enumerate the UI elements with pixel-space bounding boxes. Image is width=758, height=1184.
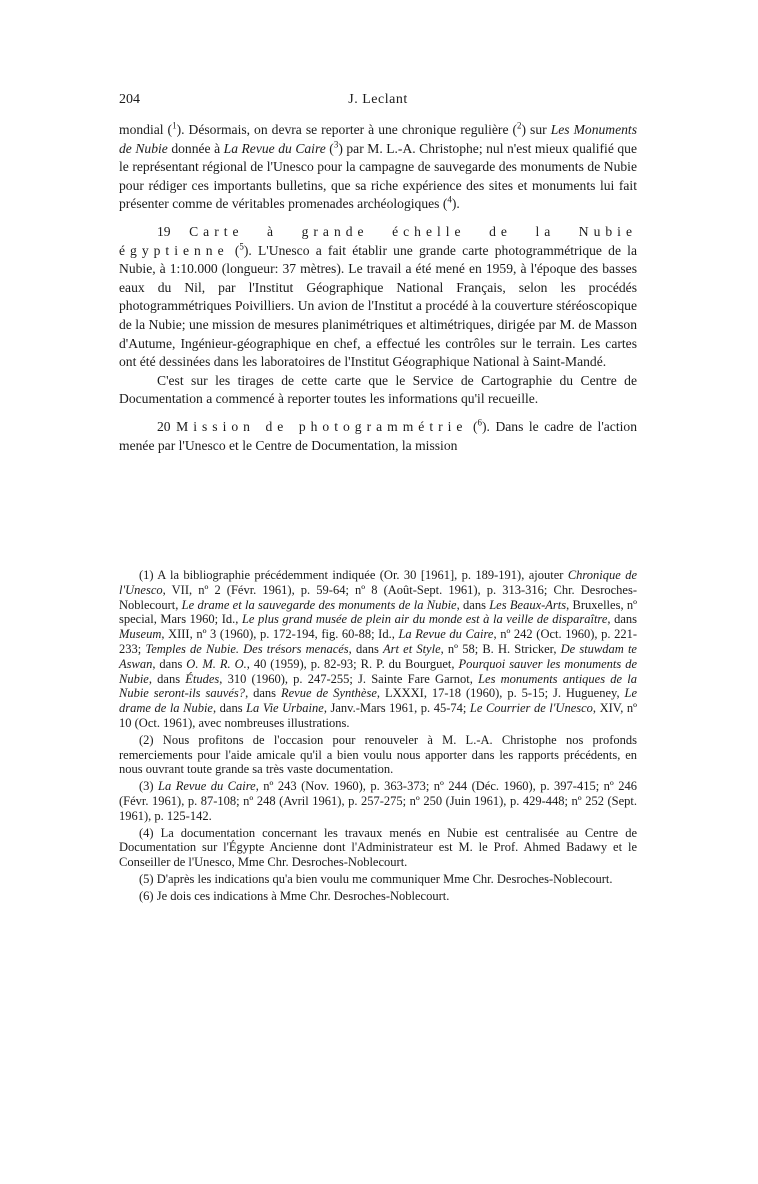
body-text bbox=[119, 121, 637, 455]
journal-title: Les Monuments de Nubie bbox=[119, 122, 638, 156]
footnote-3: (3) La Revue du Caire, nº 243 (Nov. 1960), p. 363-373; nº 244 (Déc. 1960), p. 397-415; nº 246 (Févr. 1961), p. 87-108; nº 248 (Avril 1961), p. 257-275; nº 250 (Juin 1961), p. 429-448; nº 252 (Sept. 1961), p. 125-142. bbox=[119, 779, 638, 823]
footnote-6: (6) Je dois ces indications à Mme Chr. Desroches-Noblecourt. bbox=[139, 888, 450, 903]
page-content bbox=[119, 92, 637, 455]
footnotes bbox=[119, 568, 637, 906]
section-heading-19: Carte à grande échelle de la Nubie égyptienne bbox=[119, 223, 637, 258]
running-head bbox=[119, 92, 637, 116]
page-number: 204 bbox=[119, 92, 140, 107]
journal-title: La Revue du Caire bbox=[223, 140, 326, 156]
paragraph-cartography: C'est sur les tirages de cette carte que le Service de Cartographie du Centre de Documentation a commencé à reporter toutes les informations qu'il recueille. bbox=[119, 372, 637, 407]
section-heading-20: Mission de photogrammétrie bbox=[176, 418, 468, 434]
footnote-5: (5) D'après les indications qu'a bien voulu me communiquer Mme Chr. Desroches-Noblecourt. bbox=[139, 871, 613, 886]
paragraph-19: 19 Carte à grande échelle de la Nubie égyptienne ($^5$). L'Unesco a fait établir une grande carte photogrammétrique de la Nubie, à 1:10.000 (longueur: 37 mètres). Le travail a été mené en 1959, à l'époque des basses eaux du Nil, par l'Institut Géographique National Français, selon les procédés photogrammétriques Poivilliers. Un avion de l'Institut a procédé à la couverture stéréoscopique de la Nubie; une mission de mesures planimétriques et altimétriques, dirigée par M. de Masson d'Autume, Ingénieur-géographique en chef, a effectué les contrôles sur le terrain. Les cartes ont été dessinées dans les laboratoires de l'Institut Géographique National à Saint-Mandé. bbox=[119, 223, 637, 370]
paragraph-20: 20 Mission de photogrammétrie ($^6$). Dans le cadre de l'action menée par l'Unesco et le Centre de Documentation, la mission bbox=[119, 417, 637, 453]
footnote-4: (4) La documentation concernant les travaux menés en Nubie est centralisée au Centre de Documentation sur l'Égypte Ancienne dont l'Administrateur est M. le Prof. Ahmed Badawy et le Conseiller de l'Unesco, Mme Chr. Desroches-Noblecourt. bbox=[119, 825, 637, 870]
footnote-1: (1) A la bibliographie précédemment indiquée (Or. 30 [1961], p. 189-191), ajouter Chronique de l'Unesco, VII, nº 2 (Févr. 1961), p. 59-64; nº 8 (Août-Sept. 1961), p. 313-316; Chr. Desroches-Noblecourt, Le drame et la sauvegarde des monuments de la Nubie, dans Les Beaux-Arts, Bruxelles, nº special, Mars 1960; Id., Le plus grand musée de plein air du monde est à la veille de disparaître, dans Museum, XIII, nº 3 (1960), p. 172-194, fig. 60-88; Id., La Revue du Caire, nº 242 (Oct. 1960), p. 221-233; Temples de Nubie. Des trésors menacés, dans Art et Style, nº 58; B. H. Stricker, De stuwdam te Aswan, dans O. M. R. O., 40 (1959), p. 82-93; R. P. du Bourguet, Pourquoi sauver les monuments de Nubie, dans Études, 310 (1960), p. 247-255; J. Sainte Fare Garnot, Les monuments antiques de la Nubie seront-ils sauvés?, dans Revue de Synthèse, LXXXI, 17-18 (1960), p. 5-15; J. Huguenеy, Le drame de la Nubie, dans La Vie Urbaine, Janv.-Mars 1961, p. 45-74; Le Courrier de l'Unesco, XIV, nº 10 (Oct. 1961), avec nombreuses illustrations. bbox=[119, 568, 637, 730]
running-head-author: J. Leclant bbox=[348, 92, 408, 107]
paragraph-1: mondial ($^1$). Désormais, on devra se reporter à une chronique regulière ($^2$) sur Les Monuments de Nubie donnée à La Revue du Caire ($^3$) par M. L.-A. Christophe; nul n'est mieux qualifié que le représentant régional de l'Unesco pour la campagne de sauvegarde des monuments de Nubie pour rédiger ces importants bulletins, que sa riche expérience des sites et monuments lui fait présenter comme de véritables promenades archéologiques ($^4$). bbox=[119, 120, 638, 212]
footnote-2: (2) Nous profitons de l'occasion pour renouveler à M. L.-A. Christophe nos profonds remerciements pour l'aide amicale qu'il a bien voulu nous apporter dans les rapports précédents, en nous ouvrant toute grande sa très vaste documentation. bbox=[119, 732, 637, 777]
